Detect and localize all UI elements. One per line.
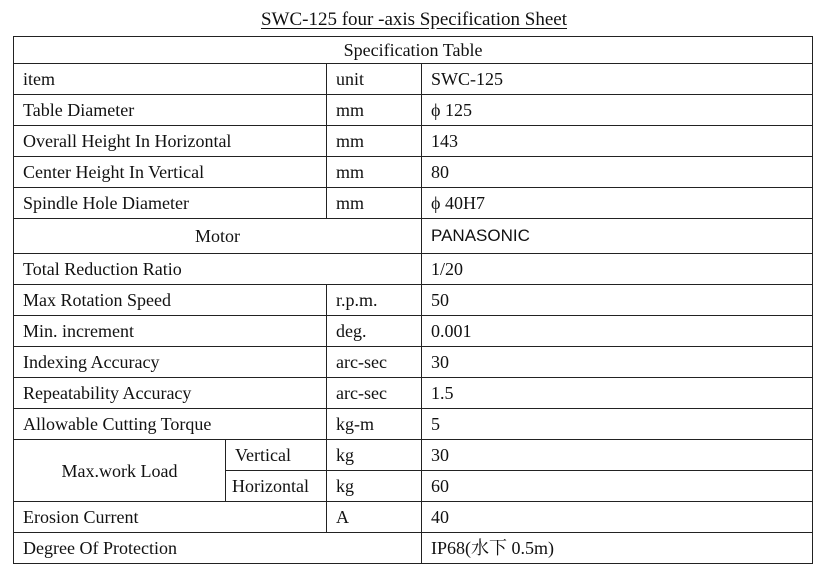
header-model: SWC-125 xyxy=(422,64,813,95)
motor-row xyxy=(14,219,813,254)
reduction-label: Total Reduction Ratio xyxy=(14,254,422,285)
header-item: item xyxy=(14,64,327,95)
row-value: ϕ 40H7 xyxy=(422,188,813,219)
erosion-value: 40 xyxy=(422,502,813,533)
row-item: Spindle Hole Diameter xyxy=(14,188,327,219)
row-unit: r.p.m. xyxy=(327,285,422,316)
row-value: 80 xyxy=(422,157,813,188)
table-row xyxy=(14,188,813,219)
protection-row xyxy=(14,533,813,564)
spec-table xyxy=(13,36,813,564)
table-caption: Specification Table xyxy=(14,37,813,64)
row-unit: deg. xyxy=(327,316,422,347)
row-item: Indexing Accuracy xyxy=(14,347,327,378)
row-value: 5 xyxy=(422,409,813,440)
motor-value: PANASONIC xyxy=(422,219,813,254)
table-row xyxy=(14,126,813,157)
workload-vertical-value: 30 xyxy=(422,440,813,471)
row-unit: arc-sec xyxy=(327,378,422,409)
row-item: Min. increment xyxy=(14,316,327,347)
workload-label: Max.work Load xyxy=(14,440,226,502)
row-unit: mm xyxy=(327,95,422,126)
sheet-title xyxy=(0,8,828,32)
table-row xyxy=(14,316,813,347)
table-row xyxy=(14,409,813,440)
table-row xyxy=(14,347,813,378)
table-row xyxy=(14,285,813,316)
row-unit: mm xyxy=(327,126,422,157)
row-unit: mm xyxy=(327,157,422,188)
header-unit: unit xyxy=(327,64,422,95)
row-item: Table Diameter xyxy=(14,95,327,126)
protection-value: IP68(水下 0.5m) xyxy=(422,533,813,564)
row-value: 1.5 xyxy=(422,378,813,409)
row-value: 30 xyxy=(422,347,813,378)
erosion-label: Erosion Current xyxy=(14,502,327,533)
row-unit: arc-sec xyxy=(327,347,422,378)
workload-horizontal-unit: kg xyxy=(327,471,422,502)
erosion-row xyxy=(14,502,813,533)
row-value: 143 xyxy=(422,126,813,157)
row-unit: mm xyxy=(327,188,422,219)
protection-label: Degree Of Protection xyxy=(14,533,422,564)
table-row xyxy=(14,378,813,409)
row-value: ϕ 125 xyxy=(422,95,813,126)
row-unit: kg-m xyxy=(327,409,422,440)
workload-vertical-unit: kg xyxy=(327,440,422,471)
workload-vertical-row xyxy=(14,440,813,471)
motor-label: Motor xyxy=(14,219,422,254)
erosion-unit: A xyxy=(327,502,422,533)
row-item: Repeatability Accuracy xyxy=(14,378,327,409)
row-item: Center Height In Vertical xyxy=(14,157,327,188)
table-row xyxy=(14,157,813,188)
caption-row xyxy=(14,37,813,64)
row-item: Max Rotation Speed xyxy=(14,285,327,316)
workload-horizontal-label: Horizontal xyxy=(226,471,327,502)
row-value: 0.001 xyxy=(422,316,813,347)
reduction-value: 1/20 xyxy=(422,254,813,285)
row-value: 50 xyxy=(422,285,813,316)
sheet-title-text: SWC-125 four -axis Specification Sheet xyxy=(260,9,568,30)
row-item: Allowable Cutting Torque xyxy=(14,409,327,440)
workload-horizontal-value: 60 xyxy=(422,471,813,502)
reduction-row xyxy=(14,254,813,285)
workload-vertical-label: Vertical xyxy=(226,440,327,471)
table-row xyxy=(14,95,813,126)
header-row xyxy=(14,64,813,95)
row-item: Overall Height In Horizontal xyxy=(14,126,327,157)
